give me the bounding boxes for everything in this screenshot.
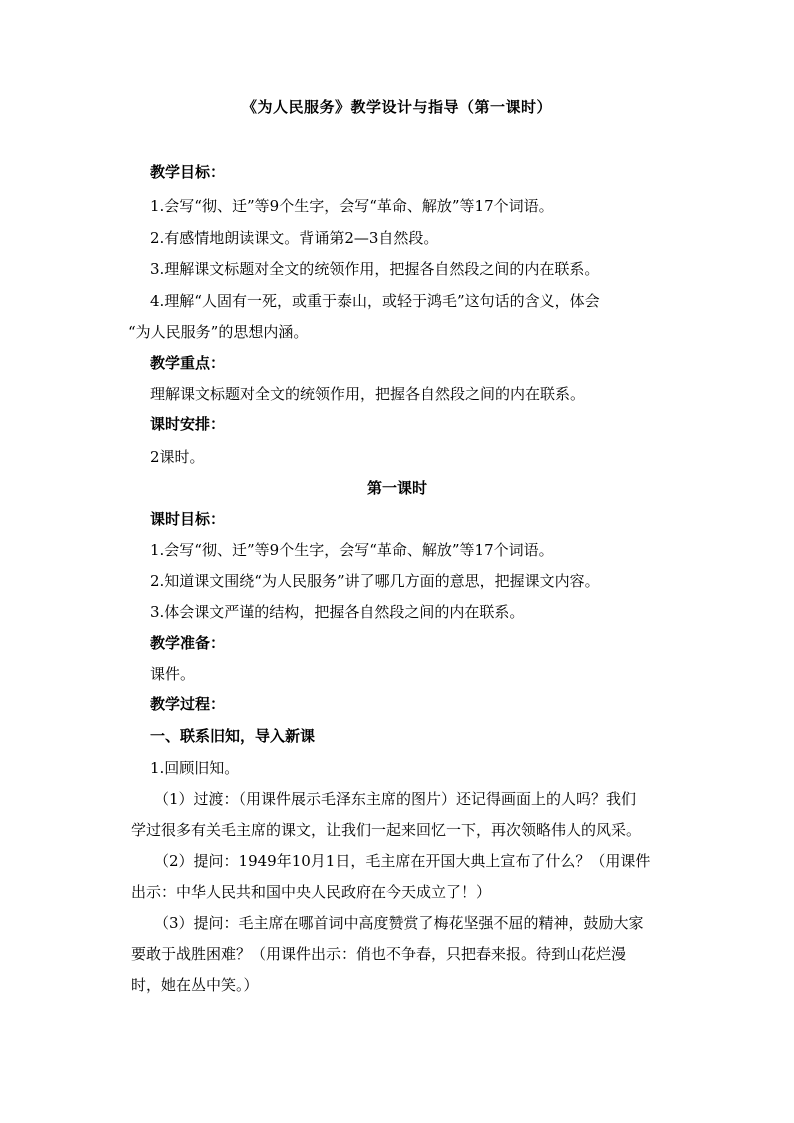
lesson-objective-item: 1.会写“彻、迁”等9个生字，会写“革命、解放”等17个词语。 [150, 541, 554, 559]
document-title: 《为人民服务》教学设计与指导（第一课时） [241, 98, 552, 116]
process-item-1-continuation: 学过很多有关毛主席的课文，让我们一起来回忆一下，再次领略伟人的风采。 [131, 821, 642, 839]
key-text: 理解课文标题对全文的统领作用，把握各自然段之间的内在联系。 [150, 385, 586, 403]
prep-text: 课件。 [150, 665, 196, 683]
process-item-1: （1）过渡：（用课件展示毛泽东主席的图片）还记得画面上的人吗？我们 [154, 790, 637, 808]
lesson-objective-item: 2.知道课文围绕“为人民服务”讲了哪几方面的意思，把握课文内容。 [150, 572, 600, 590]
objective-item: 2.有感情地朗读课文。背诵第2—3自然段。 [150, 229, 439, 247]
objectives-heading: 教学目标： [150, 163, 226, 181]
lesson-objective-item: 3.体会课文严谨的结构，把握各自然段之间的内在联系。 [150, 603, 525, 621]
process-item-3: （3）提问：毛主席在哪首词中高度赞赏了梅花坚强不屈的精神，鼓励大家 [154, 914, 644, 932]
process-item-2-continuation: 出示：中华人民共和国中央人民政府在今天成立了！） [131, 883, 492, 901]
process-item-2: （2）提问：1949年10月1日，毛主席在开国大典上宣布了什么？（用课件 [154, 852, 651, 870]
objective-item: 3.理解课文标题对全文的统领作用，把握各自然段之间的内在联系。 [150, 260, 600, 278]
objective-item: 4.理解“人固有一死，或重于泰山，或轻于鸿毛”这句话的含义，体会 [150, 292, 600, 310]
key-heading: 教学重点： [150, 354, 226, 372]
lesson-objectives-heading: 课时目标： [150, 510, 226, 528]
schedule-text: 2课时。 [150, 448, 205, 466]
process-heading: 教学过程： [150, 695, 226, 713]
section1-heading: 一、联系旧知，导入新课 [150, 727, 316, 745]
objective-item-continuation: “为人民服务”的思想内涵。 [128, 323, 309, 341]
process-item-3-continuation: 要敢于战胜困难？（用课件出示：俏也不争春，只把春来报。待到山花烂漫 [131, 945, 627, 963]
prep-heading: 教学准备： [150, 634, 226, 652]
objective-item: 1.会写“彻、迁”等9个生字，会写“革命、解放”等17个词语。 [150, 197, 554, 215]
step1-text: 1.回顾旧知。 [150, 759, 240, 777]
process-item-3-continuation: 时，她在丛中笑。） [131, 976, 259, 994]
lesson-heading: 第一课时 [366, 479, 427, 497]
schedule-heading: 课时安排： [150, 415, 226, 433]
